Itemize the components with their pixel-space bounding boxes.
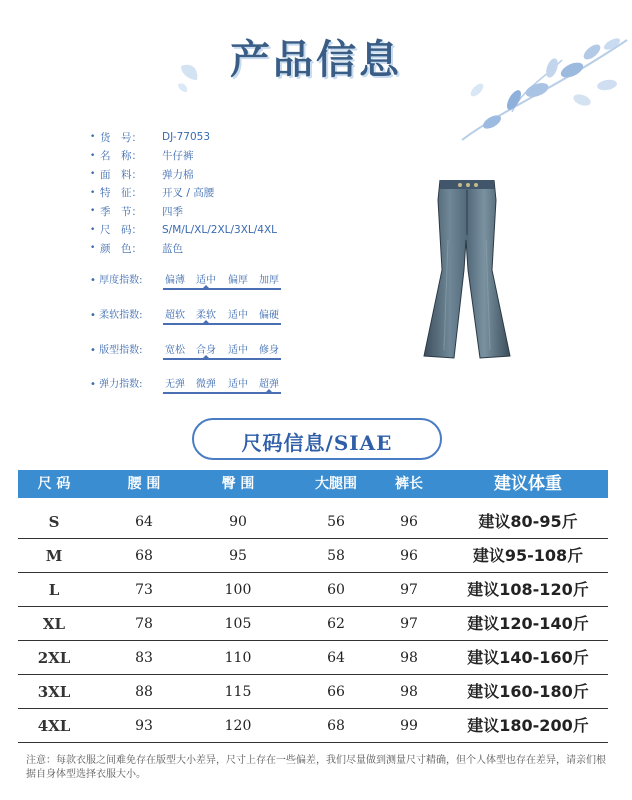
cell-hip: 115 (224, 684, 252, 700)
spec-value: 牛仔裤 (162, 150, 194, 163)
bullet-icon: • (90, 379, 100, 390)
header-hip: 臀 围 (221, 476, 255, 492)
header-size: 尺 码 (37, 476, 71, 492)
index-options (163, 375, 283, 389)
cell-thigh: 62 (327, 616, 345, 632)
cell-hip: 100 (224, 582, 252, 598)
cell-size: M (45, 547, 63, 565)
cell-length: 99 (400, 718, 418, 734)
bullet-icon: • (90, 187, 96, 198)
cell-weight: 建议160-180斤 (467, 682, 589, 701)
cell-thigh: 64 (327, 650, 345, 666)
cell-length: 97 (400, 582, 418, 598)
cell-length: 98 (400, 684, 418, 700)
index-option: 适中 (196, 275, 216, 286)
cell-hip: 110 (224, 650, 252, 666)
spec-row (90, 202, 277, 221)
index-scale-line (163, 288, 281, 290)
spec-value: 蓝色 (162, 242, 183, 255)
size-note: 注意：每款衣服之间难免存在版型大小差异，尺寸上存在一些偏差，我们尽量做到测量尺寸精确，但个人体型也存在差异，请亲们根据自身体型选择衣服大小。 (26, 755, 606, 780)
cell-size: 3XL (37, 683, 71, 701)
index-option: 适中 (228, 345, 248, 356)
index-marker-icon (202, 320, 210, 324)
index-option: 偏硬 (259, 310, 279, 321)
spec-value: 开叉 / 高腰 (162, 187, 215, 200)
cell-hip: 90 (229, 514, 247, 530)
index-label (90, 375, 160, 390)
table-row (18, 506, 608, 539)
cell-weight: 建议108-120斤 (467, 580, 589, 599)
header-length: 裤长 (395, 476, 423, 492)
index-option: 超弹 (259, 379, 279, 390)
spec-row (90, 165, 277, 184)
cell-hip: 95 (229, 548, 247, 564)
index-option: 加厚 (259, 275, 279, 286)
index-option: 适中 (228, 379, 248, 390)
index-marker-icon (202, 285, 210, 289)
index-option: 偏厚 (228, 275, 248, 286)
cell-length: 97 (400, 616, 418, 632)
bullet-icon: • (90, 150, 96, 161)
index-label (90, 341, 160, 356)
cell-waist: 93 (135, 718, 153, 734)
table-row (18, 608, 608, 641)
cell-weight: 建议80-95斤 (478, 512, 578, 531)
spec-value: 弹力棉 (162, 168, 194, 181)
spec-label: 名 称： (100, 150, 142, 163)
size-table-header (18, 470, 608, 498)
header-thigh: 大腿围 (315, 476, 357, 492)
spec-value: 四季 (162, 205, 183, 218)
spec-row (90, 184, 277, 203)
index-option: 无弹 (165, 379, 185, 390)
cell-weight: 建议120-140斤 (467, 614, 589, 633)
index-option: 适中 (228, 310, 248, 321)
bullet-icon: • (90, 345, 100, 356)
header-waist: 腰 围 (127, 476, 161, 492)
cell-waist: 88 (135, 684, 153, 700)
cell-weight: 建议95-108斤 (472, 546, 584, 565)
spec-label: 颜 色： (100, 242, 142, 255)
spec-row (90, 221, 277, 240)
spec-label: 特 征： (100, 187, 142, 200)
spec-value: S/M/L/XL/2XL/3XL/4XL (162, 223, 278, 236)
index-label-text: 柔软指数: (99, 310, 143, 321)
index-option: 偏薄 (165, 275, 185, 286)
index-label (90, 271, 160, 286)
cell-waist: 78 (135, 616, 153, 632)
index-option: 合身 (196, 345, 216, 356)
index-options (163, 271, 283, 285)
table-row (18, 574, 608, 607)
cell-length: 96 (400, 514, 418, 530)
spec-row (90, 147, 277, 166)
cell-thigh: 60 (327, 582, 345, 598)
index-option: 宽松 (165, 345, 185, 356)
jeans-product-image (418, 180, 516, 360)
cell-size: XL (42, 615, 66, 633)
cell-size: 4XL (37, 717, 71, 735)
cell-hip: 105 (224, 616, 252, 632)
cell-weight: 建议180-200斤 (467, 716, 589, 735)
spec-label: 货 号： (100, 131, 142, 144)
cell-thigh: 66 (327, 684, 345, 700)
cell-hip: 120 (224, 718, 252, 734)
table-row (18, 676, 608, 709)
index-option: 微弹 (196, 379, 216, 390)
cell-waist: 68 (135, 548, 153, 564)
bullet-icon: • (90, 206, 96, 217)
page-title: 产品信息 (230, 37, 402, 83)
bullet-icon: • (90, 224, 96, 235)
index-scale-line (163, 358, 281, 360)
cell-thigh: 58 (327, 548, 345, 564)
cell-length: 98 (400, 650, 418, 666)
cell-waist: 64 (135, 514, 153, 530)
leaf-decoration-icon (175, 58, 205, 98)
bullet-icon: • (90, 275, 100, 286)
spec-label: 面 料： (100, 168, 142, 181)
table-row (18, 540, 608, 573)
index-option: 修身 (259, 345, 279, 356)
size-section-title: 尺码信息/SIAE (241, 431, 393, 455)
index-scale-line (163, 323, 281, 325)
bullet-icon: • (90, 169, 96, 180)
index-label (90, 306, 160, 321)
index-option: 柔软 (196, 310, 216, 321)
header-weight: 建议体重 (494, 474, 562, 494)
cell-size: L (48, 581, 60, 599)
cell-waist: 73 (135, 582, 153, 598)
spec-label: 季 节： (100, 205, 142, 218)
index-option: 超软 (165, 310, 185, 321)
cell-size: S (48, 513, 60, 531)
index-options (163, 341, 283, 355)
cell-thigh: 56 (327, 514, 345, 530)
spec-row (90, 128, 277, 147)
index-label-text: 弹力指数: (99, 379, 143, 390)
table-row (18, 710, 608, 743)
index-marker-icon (202, 355, 210, 359)
cell-thigh: 68 (327, 718, 345, 734)
index-marker-icon (265, 389, 273, 393)
cell-size: 2XL (37, 649, 71, 667)
index-label-text: 版型指数: (99, 345, 143, 356)
cell-length: 96 (400, 548, 418, 564)
bullet-icon: • (90, 310, 100, 321)
cell-weight: 建议140-160斤 (467, 648, 589, 667)
table-row (18, 642, 608, 675)
index-options (163, 306, 283, 320)
bullet-icon: • (90, 243, 96, 254)
bullet-icon: • (90, 132, 96, 143)
spec-row (90, 239, 277, 258)
spec-value: DJ-77053 (162, 131, 210, 144)
product-specs (90, 128, 277, 258)
index-scale-line (163, 392, 281, 394)
branch-decoration-icon (452, 30, 632, 150)
spec-label: 尺 码： (100, 224, 142, 237)
index-label-text: 厚度指数: (99, 275, 143, 286)
size-section-header (192, 418, 442, 460)
cell-waist: 83 (135, 650, 153, 666)
